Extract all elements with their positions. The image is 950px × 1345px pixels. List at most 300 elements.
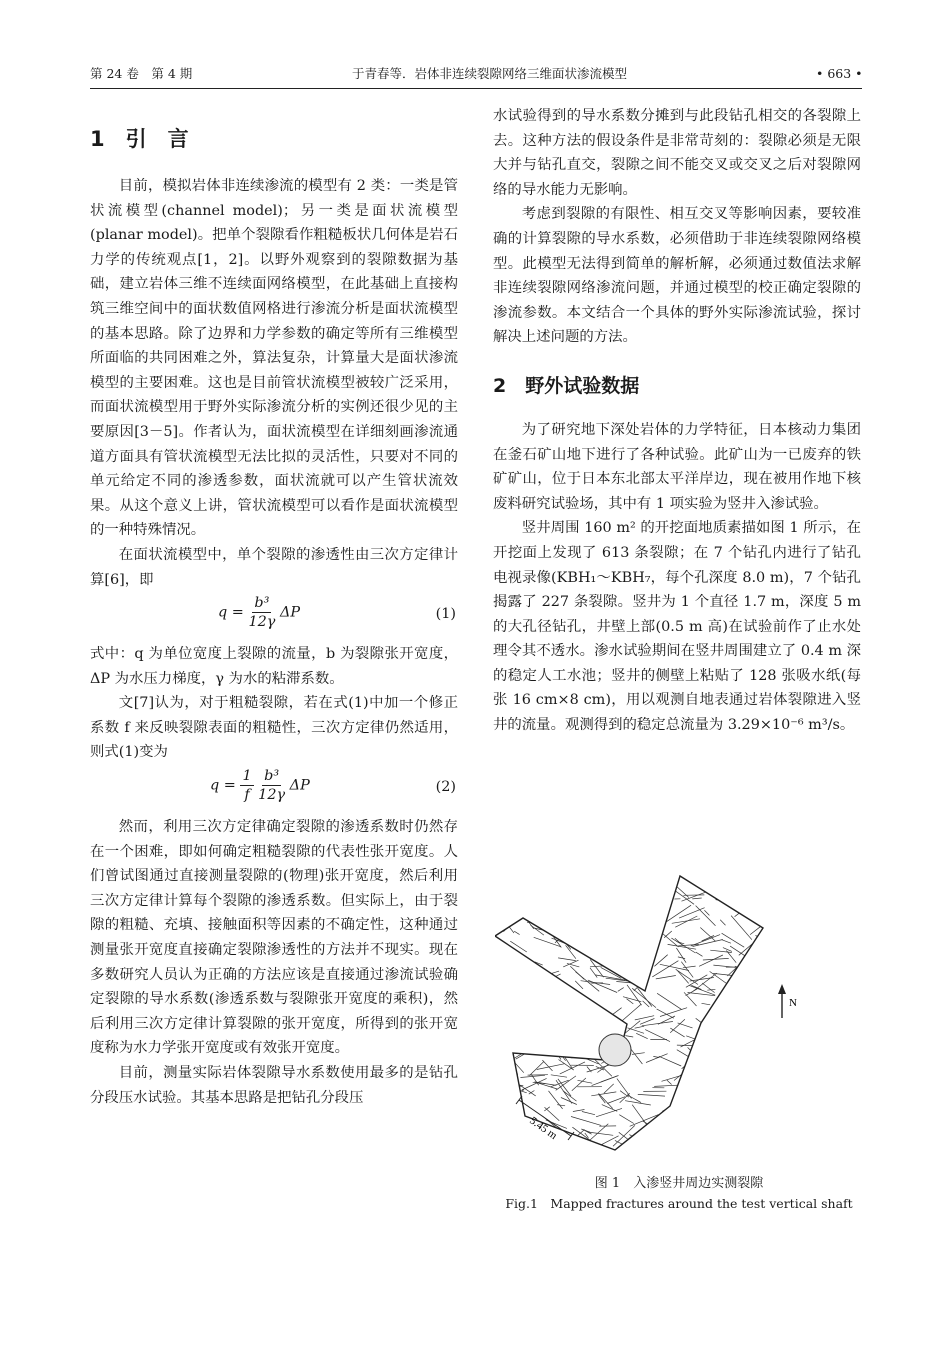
- fracture-line: [688, 993, 716, 996]
- fracture-line: [582, 948, 599, 950]
- paragraph: 水试验得到的导水系数分摊到与此段钻孔相交的各裂隙上去。这种方法的假设条件是非常苛刻的：裂隙必须是无限大并与钻孔直交，裂隙之间不能交叉或交叉之后对裂隙网络的导水能力无影响。: [493, 108, 861, 198]
- eq1-number: (1): [435, 606, 456, 623]
- fracture-line: [675, 916, 697, 927]
- fracture-line: [620, 1091, 629, 1097]
- fracture-line: [503, 1047, 521, 1051]
- fracture-line: [608, 901, 621, 912]
- fracture-line: [510, 941, 527, 952]
- fracture-line: [502, 982, 531, 989]
- paragraph: 为了研究地下深处岩体的力学特征，日本核动力集团在釜石矿山地下进行了各种试验。此矿山为一已废弃的铁矿矿山，位于日本东北部太平洋岸边，现在被用作地下核废料研究试验场，其中有 1 项实验为竖井入渗试验。: [493, 421, 861, 512]
- fracture-line: [519, 899, 524, 902]
- fracture-line: [620, 874, 646, 875]
- fracture-line: [578, 1080, 593, 1083]
- fracture-line: [712, 1136, 729, 1157]
- fracture-line: [630, 1115, 659, 1127]
- figure-1: [495, 868, 863, 1168]
- fracture-line: [742, 1005, 755, 1013]
- fracture-line: [758, 1027, 770, 1041]
- fracture-line: [658, 1016, 675, 1024]
- fracture-line: [726, 1003, 745, 1012]
- fracture-line: [678, 1133, 683, 1138]
- eq2-numerator-2: b³: [264, 768, 280, 785]
- fracture-line: [677, 1045, 692, 1046]
- fracture-line: [623, 997, 641, 1002]
- fracture-line: [532, 993, 547, 994]
- fracture-line: [657, 898, 665, 907]
- fracture-line: [622, 972, 635, 975]
- fracture-line: [496, 1005, 505, 1011]
- fracture-line: [638, 1094, 665, 1096]
- eq2-fraction-2: [258, 767, 285, 804]
- section-1-heading: 1 引 言: [90, 127, 189, 151]
- fracture-line: [599, 1094, 606, 1103]
- fracture-line: [633, 1150, 659, 1165]
- fracture-line: [642, 1022, 673, 1026]
- fracture-line: [604, 922, 621, 924]
- fracture-line: [736, 1060, 749, 1073]
- fracture-line: [710, 950, 732, 952]
- fracture-line: [713, 1079, 721, 1080]
- fracture-line: [610, 915, 633, 928]
- fracture-line: [705, 1130, 715, 1141]
- fracture-line: [744, 1069, 750, 1071]
- fracture-line: [535, 1009, 564, 1017]
- paragraph: 在面状流模型中，单个裂隙的渗透性由三次方定律计算[6]，即: [90, 546, 458, 588]
- fracture-line: [708, 1070, 716, 1076]
- fracture-line: [745, 993, 753, 996]
- eq1-lhs: q =: [218, 604, 244, 621]
- fracture-line: [589, 868, 614, 874]
- fracture-line: [507, 1047, 533, 1063]
- paragraph: 考虑到裂隙的有限性、相互交叉等影响因素，要较准确的计算裂隙的导水系数，必须借助于非连续裂隙网络模型。此模型无法得到简单的解析解，必须通过数值法求解非连续裂隙网络渗流问题，并通过模型的校正确定裂隙的渗流参数。本文结合一个具体的野外实际渗流试验，探讨解决上述问题的方法。: [493, 206, 861, 346]
- fracture-line: [762, 1080, 769, 1081]
- fracture-line: [755, 1072, 778, 1080]
- fracture-line: [761, 877, 782, 879]
- fracture-line: [750, 894, 760, 896]
- fracture-line: [576, 889, 599, 891]
- fracture-line: [627, 1028, 644, 1034]
- fracture-line: [568, 1142, 586, 1147]
- fracture-line: [581, 981, 611, 985]
- fracture-line: [742, 900, 750, 901]
- fracture-line: [679, 1098, 691, 1105]
- fracture-line: [503, 868, 525, 877]
- fracture-line: [728, 1145, 736, 1153]
- fracture-line: [762, 1056, 770, 1063]
- fracture-line: [544, 877, 551, 883]
- fracture-line: [635, 1016, 654, 1020]
- fracture-line: [715, 1028, 732, 1047]
- fracture-line: [645, 875, 656, 880]
- fracture-line: [722, 1100, 741, 1102]
- fracture-line: [740, 1009, 758, 1021]
- fracture-line: [536, 1040, 556, 1043]
- fracture-line: [625, 1036, 633, 1037]
- eq2-lhs: q =: [210, 777, 236, 794]
- fracture-line: [574, 903, 590, 907]
- fracture-line: [756, 870, 766, 877]
- fracture-line: [726, 1018, 755, 1026]
- fracture-line: [538, 905, 544, 906]
- fracture-line: [617, 1079, 632, 1099]
- fracture-line: [699, 955, 723, 966]
- fracture-line: [636, 1145, 646, 1147]
- fracture-line: [614, 883, 636, 890]
- fracture-line: [523, 986, 535, 997]
- fracture-line: [562, 1053, 572, 1068]
- fracture-line: [549, 1018, 580, 1022]
- fracture-line: [562, 1006, 584, 1011]
- fracture-line: [700, 1054, 717, 1059]
- fracture-line: [556, 1019, 584, 1028]
- fracture-line: [520, 1075, 545, 1077]
- fracture-line: [762, 1060, 780, 1069]
- fracture-line: [591, 1092, 616, 1096]
- fracture-line: [576, 1007, 599, 1011]
- fracture-line: [523, 873, 541, 891]
- fracture-line: [652, 961, 678, 977]
- paragraph: 目前，测量实际岩体裂隙导水系数使用最多的是钻孔分段压水试验。其基本思路是把钻孔分段压: [90, 1065, 458, 1106]
- fracture-line: [649, 921, 658, 924]
- fracture-line: [728, 996, 757, 1005]
- fracture-line: [561, 980, 576, 1002]
- fracture-line: [555, 902, 568, 921]
- fracture-line: [714, 870, 731, 884]
- fracture-line: [556, 1080, 572, 1103]
- fracture-line: [678, 957, 685, 959]
- fracture-line: [684, 992, 697, 1006]
- fracture-line: [638, 1135, 652, 1154]
- eq1-denominator: 12γ: [248, 614, 276, 631]
- fracture-line: [627, 940, 634, 942]
- fracture-line: [514, 931, 519, 934]
- fracture-line: [660, 902, 667, 906]
- fracture-line: [556, 1076, 576, 1090]
- fracture-line: [526, 1000, 547, 1008]
- fracture-line: [617, 893, 635, 898]
- fracture-line: [543, 913, 560, 919]
- fracture-line: [510, 1058, 524, 1073]
- fracture-line: [558, 1024, 583, 1030]
- fracture-line: [721, 1079, 728, 1081]
- fracture-line: [640, 1145, 658, 1152]
- fracture-line: [748, 1014, 758, 1024]
- fracture-line: [759, 870, 784, 890]
- fracture-line: [641, 883, 659, 887]
- fracture-line: [704, 910, 709, 915]
- fracture-line: [686, 1086, 695, 1088]
- fracture-line: [688, 1047, 704, 1064]
- fracture-line: [664, 931, 672, 938]
- fracture-line: [618, 869, 630, 874]
- fracture-line: [500, 1151, 513, 1166]
- right-column: [493, 104, 861, 738]
- eq2-numerator-1: 1: [242, 768, 252, 785]
- fracture-line: [751, 950, 775, 955]
- fracture-line: [567, 963, 579, 967]
- fracture-line: [506, 1123, 511, 1127]
- fracture-line: [596, 938, 603, 943]
- fracture-line: [689, 1069, 702, 1071]
- fracture-line: [657, 993, 682, 1009]
- fracture-line: [573, 1110, 585, 1112]
- eq1-fraction: [248, 594, 275, 631]
- fracture-line: [718, 1034, 729, 1044]
- fracture-line: [693, 940, 723, 947]
- fracture-line: [553, 1049, 561, 1060]
- fracture-line: [584, 876, 608, 885]
- fracture-line: [740, 1096, 749, 1101]
- fracture-line: [529, 1091, 535, 1095]
- fracture-line: [757, 1129, 779, 1132]
- fracture-line: [569, 996, 586, 1003]
- fracture-line: [592, 1076, 619, 1086]
- paragraph: 式中：q 为单位宽度上裂隙的流量，b 为裂隙张开宽度，ΔP 为水压力梯度，γ 为水的粘滞系数。: [90, 646, 458, 687]
- fracture-line: [596, 1108, 622, 1116]
- fracture-line: [744, 1016, 752, 1024]
- fracture-line: [733, 1074, 749, 1082]
- fracture-line: [729, 991, 740, 992]
- fracture-line: [725, 1120, 737, 1121]
- fracture-line: [722, 876, 743, 889]
- fracture-line: [753, 961, 768, 970]
- fracture-line: [735, 898, 760, 917]
- fracture-line: [760, 919, 766, 924]
- fracture-line: [742, 1017, 769, 1023]
- fracture-line: [723, 948, 732, 952]
- fracture-line: [669, 1136, 691, 1153]
- fracture-line: [710, 1078, 717, 1084]
- header-title: 于青春等．岩体非连续裂隙网络三维面状渗流模型: [352, 66, 628, 81]
- fracture-line: [552, 916, 574, 924]
- fracture-line: [554, 1020, 559, 1025]
- fracture-line: [750, 1097, 761, 1099]
- fracture-line: [524, 1141, 529, 1145]
- fracture-line: [736, 1030, 754, 1035]
- fracture-line: [591, 934, 598, 941]
- fracture-line: [765, 872, 785, 878]
- fracture-line: [529, 1029, 548, 1038]
- fracture-line: [602, 923, 626, 927]
- fracture-line: [557, 1105, 565, 1106]
- fracture-line: [551, 1075, 567, 1077]
- fracture-line: [722, 1107, 734, 1122]
- paragraph: 文[7]认为，对于粗糙裂隙，若在式(1)中加一个修正系数 f 来反映裂隙表面的粗糙性，三次方定律仍然适用，则式(1)变为: [90, 695, 458, 761]
- fracture-line: [730, 946, 748, 958]
- fracture-line: [692, 898, 701, 899]
- fracture-line: [676, 948, 686, 963]
- fracture-line: [721, 940, 731, 944]
- fracture-line: [696, 1080, 717, 1085]
- fracture-line: [604, 915, 611, 917]
- fracture-line: [648, 880, 666, 890]
- fracture-line: [654, 1085, 685, 1087]
- fracture-line: [636, 1033, 648, 1038]
- fracture-line: [734, 1002, 747, 1012]
- fracture-line: [740, 971, 769, 975]
- fracture-line: [538, 911, 547, 914]
- fracture-line: [696, 1018, 709, 1028]
- fracture-line: [535, 1000, 545, 1004]
- fracture-line: [727, 1098, 758, 1102]
- scale-label: 5.45 m: [527, 1114, 560, 1142]
- fracture-line: [600, 939, 618, 964]
- fracture-line: [517, 888, 523, 891]
- fracture-line: [660, 1008, 687, 1017]
- fracture-line: [702, 1037, 722, 1044]
- fracture-line: [564, 1045, 575, 1046]
- fracture-line: [524, 904, 536, 913]
- fracture-line: [761, 975, 779, 988]
- fracture-line: [618, 988, 624, 992]
- fracture-line: [584, 881, 595, 896]
- fracture-line: [659, 1056, 682, 1066]
- fracture-line: [579, 1043, 591, 1053]
- fracture-line: [708, 1022, 718, 1032]
- fracture-line: [516, 1040, 532, 1041]
- fracture-line: [672, 919, 700, 924]
- fracture-line: [699, 1074, 707, 1081]
- eq2-number: (2): [435, 779, 456, 796]
- fracture-line: [598, 894, 604, 896]
- fracture-line: [670, 1028, 684, 1037]
- fracture-line: [622, 1004, 641, 1020]
- fracture-line: [712, 1136, 731, 1142]
- fracture-line: [619, 1115, 634, 1124]
- fracture-line: [756, 935, 782, 952]
- fracture-line: [755, 939, 772, 940]
- header-rule: [90, 88, 862, 89]
- fracture-line: [712, 1010, 729, 1020]
- fracture-line: [659, 1152, 665, 1154]
- fracture-line: [657, 1009, 674, 1018]
- fracture-line: [660, 1131, 678, 1145]
- fracture-line: [744, 1131, 759, 1142]
- fracture-line: [523, 983, 529, 986]
- figure-caption-en: Fig.1 Mapped fractures around the test vertical shaft: [505, 1196, 853, 1211]
- fracture-line: [702, 1003, 711, 1005]
- fracture-line: [755, 898, 774, 923]
- fracture-line: [597, 910, 609, 914]
- fracture-line: [578, 937, 588, 944]
- fracture-line: [540, 910, 558, 916]
- fracture-line: [531, 900, 558, 902]
- fracture-line: [728, 1136, 743, 1151]
- fracture-line: [731, 989, 740, 1000]
- vertical-shaft: [599, 1034, 631, 1066]
- fracture-line: [596, 1019, 608, 1026]
- fracture-line: [743, 1039, 759, 1052]
- fracture-line: [721, 997, 732, 1001]
- fracture-line: [625, 871, 639, 887]
- fracture-line: [656, 976, 676, 979]
- fracture-line: [765, 931, 791, 945]
- eq1-rhs: ΔP: [279, 604, 301, 621]
- fracture-line: [593, 908, 608, 914]
- fracture-line: [763, 1104, 780, 1118]
- fracture-line: [572, 1078, 586, 1091]
- fracture-line: [704, 1135, 727, 1144]
- fracture-line: [590, 965, 612, 966]
- fracture-line: [616, 1150, 636, 1168]
- left-column: [90, 106, 458, 1110]
- fracture-line: [557, 1047, 573, 1048]
- fracture-line: [510, 1011, 525, 1014]
- fracture-line: [749, 1094, 756, 1099]
- fracture-line: [631, 1141, 644, 1146]
- figure-caption-cn: 图 1 入渗竖井周边实测裂隙: [594, 1176, 764, 1191]
- fracture-line: [705, 1022, 731, 1039]
- fracture-line: [506, 902, 517, 904]
- fracture-line: [634, 878, 656, 884]
- fracture-line: [557, 868, 579, 870]
- fracture-line: [702, 1096, 728, 1098]
- eq1-numerator: b³: [254, 595, 270, 612]
- fracture-line: [735, 1078, 752, 1104]
- fracture-line: [550, 995, 569, 1005]
- fracture-line: [576, 1015, 589, 1034]
- paragraph: 然而，利用三次方定律确定裂隙的渗透系数时仍然存在一个困难，即如何确定粗糙裂隙的代表性张开宽度。人们曾试图通过直接测量裂隙的(物理)张开宽度，然后利用三次方定律计算每个裂隙的渗透系数。但实际上，由于裂隙的粗糙、充填、接触面积等因素的不确定性，这种通过测量张开宽度直接确定裂隙渗透性的方法并不现实。现在多数研究人员认为正确的方法应该是直接通过渗流试验确定裂隙的导水系数(渗透系数与裂隙张开宽度的乘积)，然后利用三次方定律计算裂隙的张开宽度，所得到的张开宽度称为水力学张开宽度或有效张开宽度。: [90, 819, 458, 1057]
- fracture-line: [542, 1013, 551, 1014]
- fracture-line: [636, 932, 644, 941]
- fracture-line: [715, 1026, 730, 1037]
- fracture-line: [550, 1045, 566, 1051]
- eq2-rhs: ΔP: [289, 777, 310, 794]
- fracture-line: [734, 987, 754, 1005]
- fracture-line: [674, 1130, 700, 1138]
- fracture-line: [622, 904, 639, 922]
- fracture-line: [673, 889, 694, 904]
- fracture-line: [632, 1105, 650, 1130]
- fracture-line: [590, 968, 597, 978]
- fracture-line: [692, 1064, 701, 1072]
- fracture-line: [497, 1079, 508, 1084]
- fracture-line: [749, 911, 755, 913]
- fracture-line: [731, 1031, 747, 1033]
- fracture-line: [518, 885, 528, 886]
- fracture-line: [547, 1021, 569, 1031]
- fracture-line: [705, 1020, 728, 1029]
- fracture-line: [513, 1150, 536, 1158]
- fracture-line: [625, 1101, 651, 1105]
- fracture-line: [708, 1151, 723, 1160]
- fracture-line: [630, 1048, 642, 1064]
- fracture-line: [587, 893, 593, 898]
- fracture-line: [506, 913, 517, 923]
- fracture-line: [660, 895, 667, 900]
- excavation-outline: [495, 876, 763, 1150]
- fracture-line: [624, 912, 648, 913]
- fracture-map-drawing: [495, 868, 863, 1168]
- fracture-line: [647, 912, 667, 915]
- eq2-denominator-1: f: [244, 787, 250, 804]
- fracture-line: [659, 1121, 674, 1127]
- fracture-line: [756, 1088, 768, 1096]
- fracture-line: [602, 1105, 617, 1112]
- fracture-line: [588, 1132, 613, 1135]
- fracture-line: [519, 999, 533, 1001]
- fracture-line: [686, 988, 699, 996]
- fracture-line: [629, 876, 647, 892]
- fracture-line: [686, 975, 707, 988]
- fracture-line: [571, 1117, 601, 1126]
- fracture-line: [604, 1084, 614, 1093]
- equation-2: [90, 765, 458, 815]
- fracture-line: [547, 1024, 559, 1033]
- fracture-line: [740, 907, 756, 913]
- eq2-denominator-2: 12γ: [258, 787, 286, 804]
- fracture-line: [564, 896, 586, 919]
